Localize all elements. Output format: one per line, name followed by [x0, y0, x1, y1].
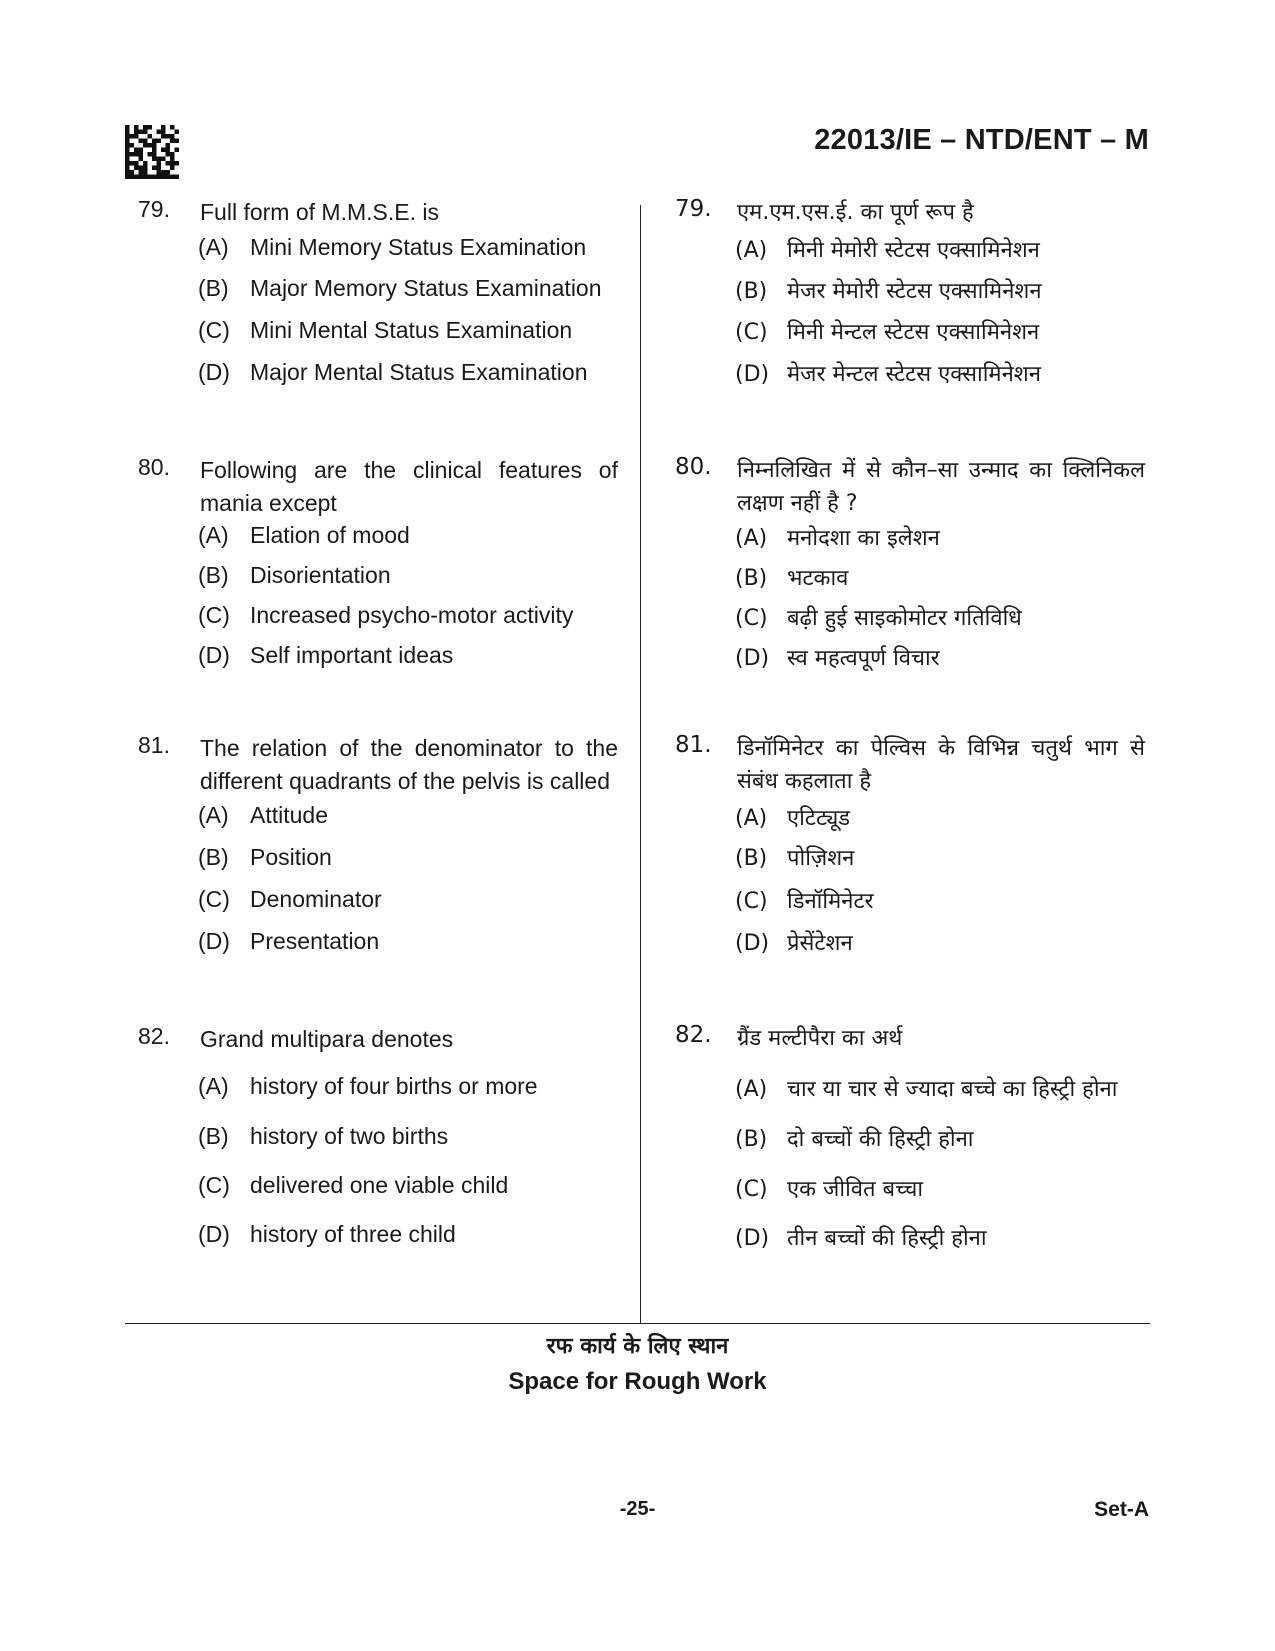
question-81-hi [675, 732, 1145, 956]
column-divider [640, 205, 641, 1323]
question-text: Full form of M.M.S.E. is [200, 199, 439, 225]
option-d: (D) स्व महत्वपूर्ण विचार [735, 646, 940, 671]
question-80-hi [675, 454, 1145, 671]
option-b: (B) भटकाव [735, 566, 849, 591]
question-82-en [138, 1023, 618, 1247]
option-a: (A) मनोदशा का इलेशन [735, 526, 940, 551]
option-c: (C) Increased psycho-motor activity [198, 602, 574, 628]
option-c: (C) Denominator [198, 886, 382, 912]
rough-work-label-english: Space for Rough Work [508, 1368, 767, 1395]
question-number: 82. [138, 1023, 170, 1049]
option-b: (B) मेजर मेमोरी स्टेटस एक्सामिनेशन [735, 279, 1042, 304]
option-a: (A) एटिट्यूड [735, 806, 851, 831]
question-number: 82. [675, 1022, 712, 1048]
option-c: (C) बढ़ी हुई साइकोमोटर गतिविधि [735, 606, 1022, 631]
option-a: (A) Elation of mood [198, 522, 410, 548]
question-text: ग्रैंड मल्टीपैरा का अर्थ [737, 1026, 903, 1051]
option-d: (D) history of three child [198, 1221, 456, 1247]
set-label: Set-A [1094, 1498, 1149, 1521]
option-d: (D) Self important ideas [198, 642, 454, 668]
question-text: डिनॉमिनेटर का पेल्विस के विभिन्न चतुर्थ भाग से संबंध कहलाता है [737, 736, 1145, 794]
option-c: (C) delivered one viable child [198, 1172, 509, 1198]
option-b: (B) history of two births [198, 1123, 449, 1149]
option-d: (D) प्रेसेंटेशन [735, 931, 853, 956]
option-b: (B) दो बच्चों की हिस्ट्री होना [735, 1127, 974, 1152]
option-a: (A) मिनी मेमोरी स्टेटस एक्सामिनेशन [735, 238, 1040, 263]
question-text: The relation of the denominator to the different quadrants of the pelvis is called [200, 735, 618, 794]
option-c: (C) Mini Mental Status Examination [198, 317, 573, 343]
question-text: Grand multipara denotes [200, 1026, 454, 1052]
rough-work-area [0, 1330, 1275, 1396]
rough-work-label-hindi: रफ कार्य के लिए स्थान [546, 1334, 729, 1359]
option-c: (C) एक जीवित बच्चा [735, 1177, 924, 1202]
page-number: -25- [619, 1498, 656, 1520]
option-d: (D) Major Mental Status Examination [198, 359, 588, 385]
option-a: (A) Attitude [198, 802, 328, 828]
option-d: (D) तीन बच्चों की हिस्ट्री होना [735, 1226, 987, 1251]
option-a: (A) history of four births or more [198, 1073, 538, 1099]
footer-rule [125, 1323, 1150, 1324]
question-79-hi [675, 196, 1145, 387]
question-number: 80. [138, 454, 170, 480]
option-b: (B) पोज़िशन [735, 846, 855, 871]
option-c: (C) मिनी मेन्टल स्टेटस एक्सामिनेशन [735, 320, 1040, 345]
option-b: (B) Disorientation [198, 562, 391, 588]
question-text: निम्नलिखित में से कौन–सा उन्माद का क्लिनिकल लक्षण नहीं है ? [737, 458, 1145, 516]
question-number: 80. [675, 454, 712, 480]
option-c: (C) डिनॉमिनेटर [735, 889, 874, 914]
question-81-en [138, 732, 618, 954]
paper-code: 22013/IE – NTD/ENT – M [814, 124, 1149, 156]
question-number: 79. [675, 196, 712, 222]
option-a: (A) Mini Memory Status Examination [198, 234, 587, 260]
qr-code-icon [125, 125, 179, 179]
question-number: 81. [138, 732, 170, 758]
question-number: 79. [138, 196, 170, 222]
option-b: (B) Position [198, 844, 332, 870]
option-b: (B) Major Memory Status Examination [198, 275, 602, 301]
question-79-en [138, 196, 618, 385]
option-a: (A) चार या चार से ज्यादा बच्चे का हिस्ट्री होना [735, 1077, 1118, 1102]
question-text: Following are the clinical features of mania except [200, 457, 618, 516]
question-text: एम.एम.एस.ई. का पूर्ण रूप है [737, 200, 974, 225]
question-80-en [138, 454, 618, 668]
option-d: (D) Presentation [198, 928, 380, 954]
question-82-hi [675, 1022, 1145, 1251]
option-d: (D) मेजर मेन्टल स्टेटस एक्सामिनेशन [735, 362, 1041, 387]
question-number: 81. [675, 732, 712, 758]
